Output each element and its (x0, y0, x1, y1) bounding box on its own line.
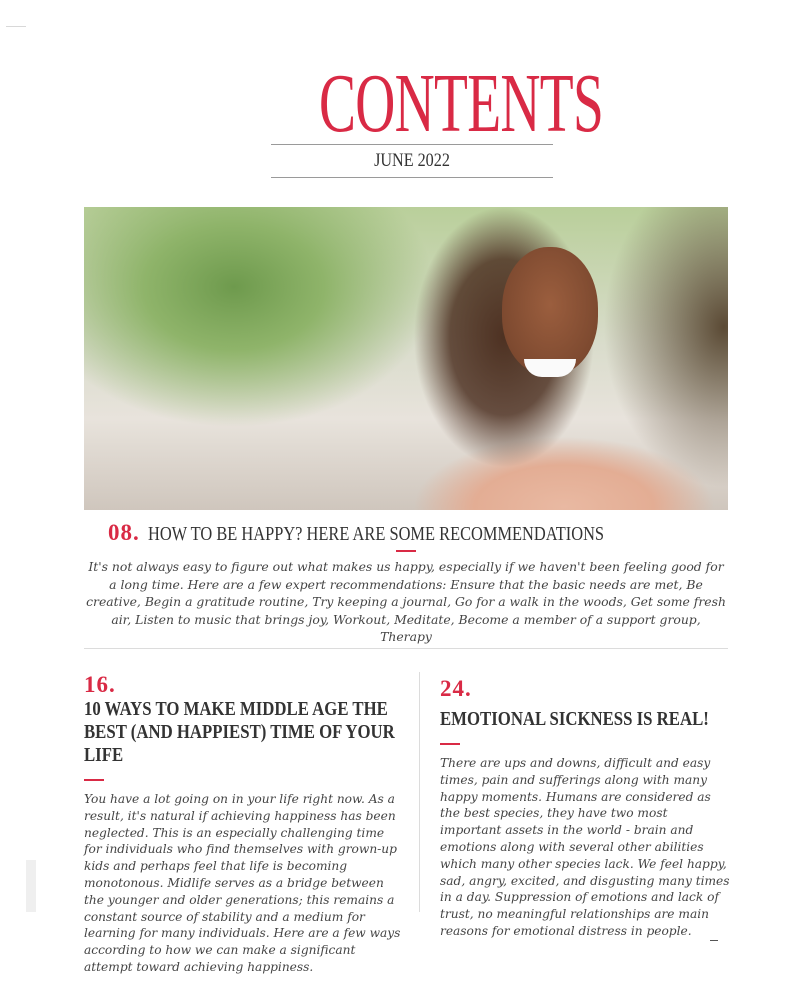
page-title: CONTENTS (318, 57, 604, 150)
feature-page-number: 08. (108, 520, 140, 545)
article-emotional-sickness (440, 676, 732, 940)
article-middle-age (84, 672, 404, 976)
feature-headline: HOW TO BE HAPPY? HERE ARE SOME RECOMMENDATIONS (147, 523, 604, 545)
column-divider (419, 672, 420, 912)
feature-accent-rule (396, 550, 416, 552)
article-page-number: 24. (440, 676, 472, 701)
footer-mark (710, 940, 718, 941)
article-headline: EMOTIONAL SICKNESS IS REAL! (440, 709, 709, 730)
feature-body: It's not always easy to figure out what makes us happy, especially if we haven't been feeling good for a long time. Here are a few expert recommendations: Ensure that the basic needs are met, Be creative, Begin a gratitude routine, Try keeping a journal, Go for a walk in the woods, Get some fresh air, Listen to music that brings joy, Workout, Meditate, Become a member of a support group, Therapy (86, 559, 726, 644)
section-divider (84, 648, 728, 649)
feature-article (84, 520, 728, 646)
issue-date: JUNE 2022 (374, 150, 450, 171)
article-body: You have a lot going on in your life right now. As a result, it's natural if achieving happiness has been neglected. This is an especially challenging time for individuals who find themselves with grown-up kids and perhaps feel that life is becoming monotonous. Midlife serves as a bridge between the younger and older generations; this remains a constant source of stability and a medium for learning for many individuals. Here are a few ways according to how we can make a significant attempt toward achieving happiness. (84, 792, 401, 974)
title-rule-bottom (271, 177, 553, 178)
article-accent-rule (84, 779, 104, 781)
article-page-number: 16. (84, 672, 116, 697)
article-headline: 10 WAYS TO MAKE MIDDLE AGE THE BEST (AND HAPPIEST) TIME OF YOUR LIFE (84, 699, 395, 766)
side-margin-bar (26, 860, 36, 912)
hero-photo-smiling-woman (84, 207, 728, 510)
corner-crop-mark (6, 26, 26, 27)
hero-photo-backdrop (84, 207, 728, 510)
article-body: There are ups and downs, difficult and easy times, pain and sufferings along with many happy moments. Humans are considered as the best species, they have two most important assets in the world - brain and emotions along with several other abilities which many other species lack. We feel happy, sad, angry, excited, and disgusting many times in a day. Suppression of emotions and lack of trust, no meaningful relationships are main reasons for emotional distress in people. (440, 756, 730, 938)
masthead (271, 57, 604, 178)
hero-photo-face (502, 247, 598, 375)
article-accent-rule (440, 743, 460, 745)
feature-heading (84, 520, 728, 546)
